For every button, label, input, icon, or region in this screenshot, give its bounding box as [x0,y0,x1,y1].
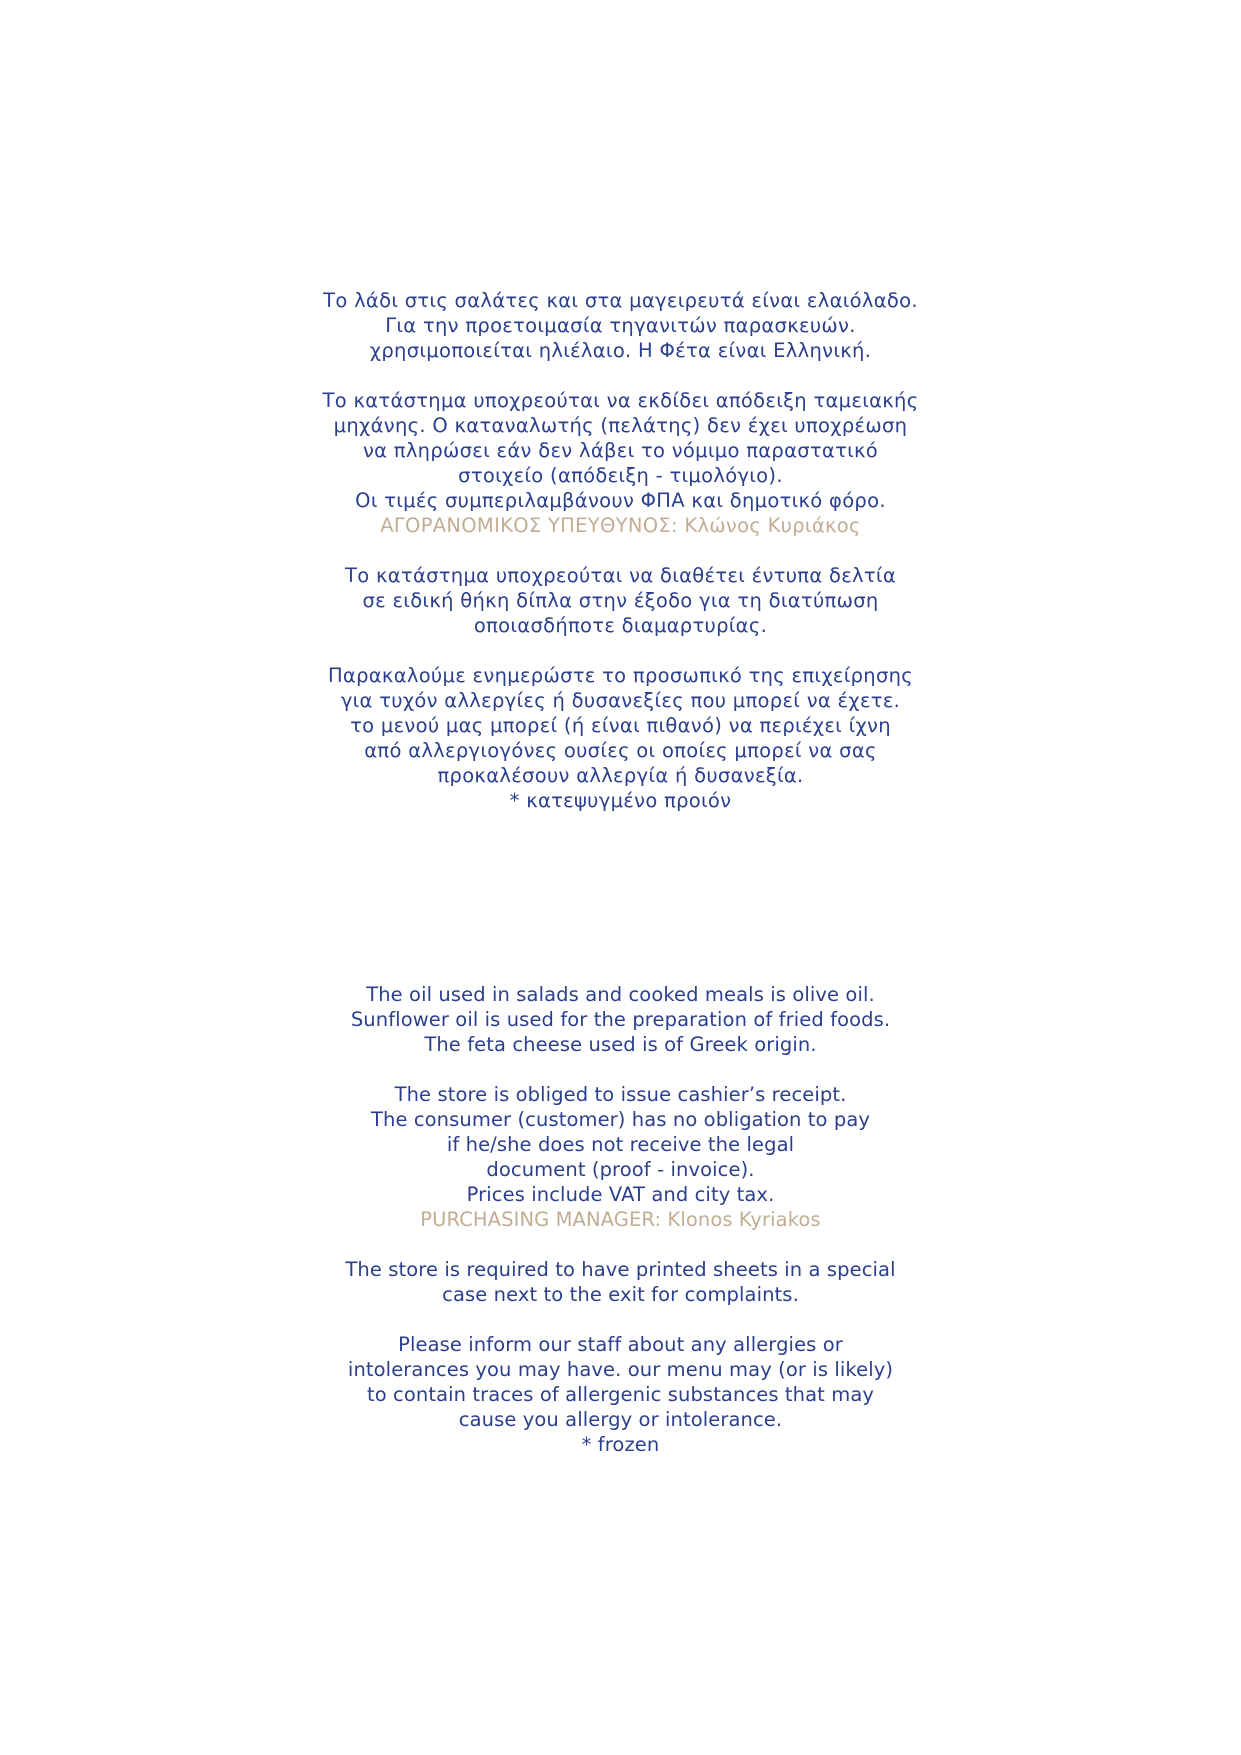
text-line: The feta cheese used is of Greek origin. [424,1033,817,1056]
text-line: προκαλέσουν αλλεργία ή δυσανεξία. [437,764,804,787]
greek-oil-paragraph [0,288,1241,363]
english-frozen-note: * frozen [581,1433,660,1456]
greek-market-manager: ΑΓΟΡΑΝΟΜΙΚΟΣ ΥΠΕΥΘΥΝΟΣ: Κλώνος Κυριάκος [380,514,861,537]
text-line: Παρακαλούμε ενημερώστε το προσωπικό της επιχείρησης [327,664,914,687]
text-line: Οι τιμές συμπεριλαμβάνουν ΦΠΑ και δημοτικό φόρο. [355,489,886,512]
english-notice [0,982,1241,1482]
text-line: από αλλεργιογόνες ουσίες οι οποίες μπορεί να σας [364,739,877,762]
greek-notice [0,288,1241,838]
greek-allergy-paragraph [0,663,1241,813]
english-complaints-paragraph [0,1257,1241,1307]
greek-frozen-note: * κατεψυγμένο προιόν [509,789,732,812]
text-line: χρησιμοποιείται ηλιέλαιο. Η Φέτα είναι Ελληνική. [369,339,872,362]
text-line: document (proof - invoice). [486,1158,755,1181]
text-line: οποιασδήποτε διαμαρτυρίας. [473,614,768,637]
text-line: Το λάδι στις σαλάτες και στα μαγειρευτά είναι ελαιόλαδο. [323,289,918,312]
text-line: σε ειδική θήκη δίπλα στην έξοδο για τη διατύπωση [362,589,879,612]
english-purchasing-manager: PURCHASING MANAGER: Klonos Kyriakos [420,1208,821,1231]
text-line: Prices include VAT and city tax. [466,1183,775,1206]
text-line: case next to the exit for complaints. [442,1283,799,1306]
text-line: The store is required to have printed sheets in a special [345,1258,896,1281]
text-line: Sunflower oil is used for the preparation of fried foods. [350,1008,891,1031]
text-line: Please inform our staff about any allergies or [398,1333,843,1356]
text-line: Για την προετοιμασία τηγανιτών παρασκευών. [385,314,856,337]
text-line: The store is obliged to issue cashier’s receipt. [394,1083,847,1106]
text-line: Το κατάστημα υποχρεούται να εκδίδει απόδειξη ταμειακής [322,389,919,412]
text-line: Το κατάστημα υποχρεούται να διαθέτει έντυπα δελτία [345,564,896,587]
text-line: να πληρώσει εάν δεν λάβει το νόμιμο παραστατικό [362,439,879,462]
english-allergy-paragraph [0,1332,1241,1457]
text-line: το μενού μας μπορεί (ή είναι πιθανό) να περιέχει ίχνη [350,714,891,737]
text-line: στοιχείο (απόδειξη - τιμολόγιο). [458,464,783,487]
text-line: if he/she does not receive the legal [446,1133,795,1156]
greek-complaints-paragraph [0,563,1241,638]
text-line: cause you allergy or intolerance. [458,1408,783,1431]
english-oil-paragraph [0,982,1241,1057]
text-line: για τυχόν αλλεργίες ή δυσανεξίες που μπορεί να έχετε. [340,689,901,712]
text-line: to contain traces of allergenic substances that may [366,1383,875,1406]
text-line: μηχάνης. Ο καταναλωτής (πελάτης) δεν έχει υποχρέωση [333,414,908,437]
text-line: intolerances you may have. our menu may (or is likely) [347,1358,894,1381]
text-line: The consumer (customer) has no obligation to pay [370,1108,871,1131]
greek-receipt-paragraph [0,388,1241,538]
text-line: The oil used in salads and cooked meals is olive oil. [366,983,875,1006]
english-receipt-paragraph [0,1082,1241,1232]
